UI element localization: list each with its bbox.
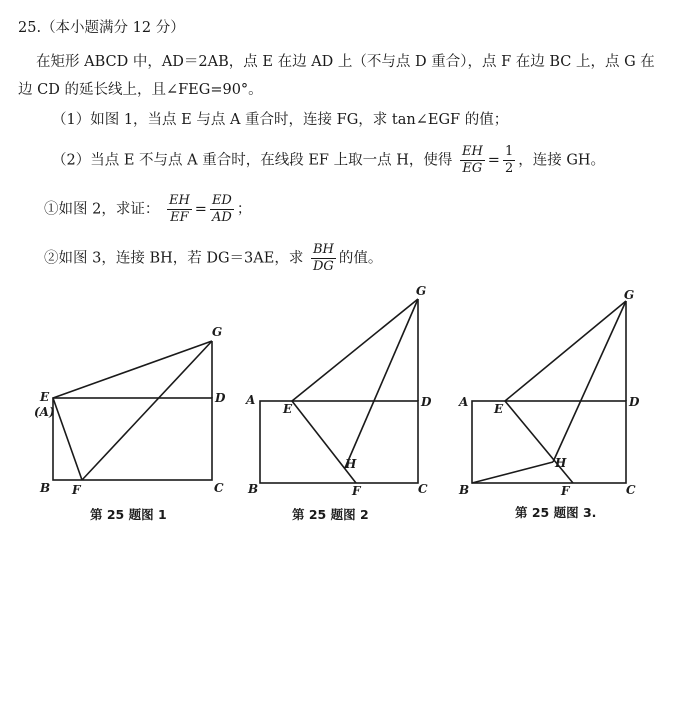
frac-denominator: EF (170, 210, 189, 225)
score-note: （本小题满分 12 分） (41, 20, 185, 36)
segment-eg (505, 301, 626, 401)
label-c: C (626, 483, 636, 497)
label-b: B (40, 481, 51, 495)
segment-ef (53, 398, 82, 480)
label-c: C (214, 481, 224, 495)
label-a: A (459, 395, 469, 409)
label-f: F (561, 484, 570, 498)
figure-1 (53, 341, 212, 480)
label-e: E (283, 402, 293, 416)
stem-line-2: 边 CD 的延长线上，且∠FEG=90°。 (18, 82, 263, 98)
frac-numerator: EH (461, 144, 483, 159)
label-b: B (459, 483, 470, 497)
label-d: D (215, 391, 226, 405)
segment-bh (472, 462, 553, 483)
frac-numerator: 1 (504, 144, 514, 159)
frac-denominator: 2 (504, 161, 514, 176)
figure-1-caption: 第 25 题图 1 (90, 507, 167, 522)
figure-2-caption: 第 25 题图 2 (292, 507, 369, 522)
segment-gh (553, 301, 626, 462)
label-h: H (555, 456, 567, 470)
label-e: E (40, 390, 50, 404)
label-g: G (416, 284, 427, 298)
frac-denominator: AD (211, 210, 232, 225)
label-b: B (248, 482, 259, 496)
label-f: F (72, 483, 81, 497)
figure-3 (472, 301, 626, 483)
sub-part-1-text: ①如图 2，求证： (44, 201, 160, 218)
figure-3-caption: 第 25 题图 3. (515, 505, 597, 520)
stem-line-1: 在矩形 ABCD 中，AD＝2AB，点 E 在边 AD 上（不与点 D 重合），点 F 在边 BC 上，点 G 在 (36, 54, 655, 70)
equals-sign: = (487, 152, 500, 169)
frac-denominator: DG (312, 259, 334, 274)
frac-denominator: EG (462, 161, 483, 176)
part-2-text: （2）当点 E 不与点 A 重合时，在线段 EF 上取一点 H，使得 (52, 152, 453, 169)
sub-part-2-tail: 的值。 (338, 250, 383, 267)
figure-3-labels (458, 288, 640, 520)
segment-fg (82, 341, 212, 480)
part-1: （1）如图 1，当点 E 与点 A 重合时，连接 FG，求 tan∠EGF 的值； (52, 112, 509, 128)
label-c: C (418, 482, 428, 496)
figure-2 (260, 299, 418, 483)
figure-2-labels (245, 284, 432, 522)
part-2-tail: ，连接 GH。 (518, 152, 606, 169)
label-f: F (352, 484, 361, 498)
sub-part-2-text: ②如图 3，连接 BH，若 DG＝3AE，求 (44, 250, 304, 267)
label-a: A (246, 393, 256, 407)
segment-eg (53, 341, 212, 398)
frac-numerator: BH (312, 242, 334, 257)
sub-part-1-tail: ； (236, 201, 252, 218)
frac-numerator: EH (168, 193, 190, 208)
question-number: 25. (18, 20, 42, 36)
segment-gh (345, 299, 418, 468)
label-h: H (345, 457, 357, 471)
label-a: (A) (34, 405, 55, 419)
label-g: G (624, 288, 635, 302)
frac-numerator: ED (211, 193, 232, 208)
equals-sign: = (194, 201, 207, 218)
label-e: E (494, 402, 504, 416)
label-d: D (629, 395, 640, 409)
label-d: D (421, 395, 432, 409)
segment-eg (292, 299, 418, 401)
label-g: G (212, 325, 223, 339)
